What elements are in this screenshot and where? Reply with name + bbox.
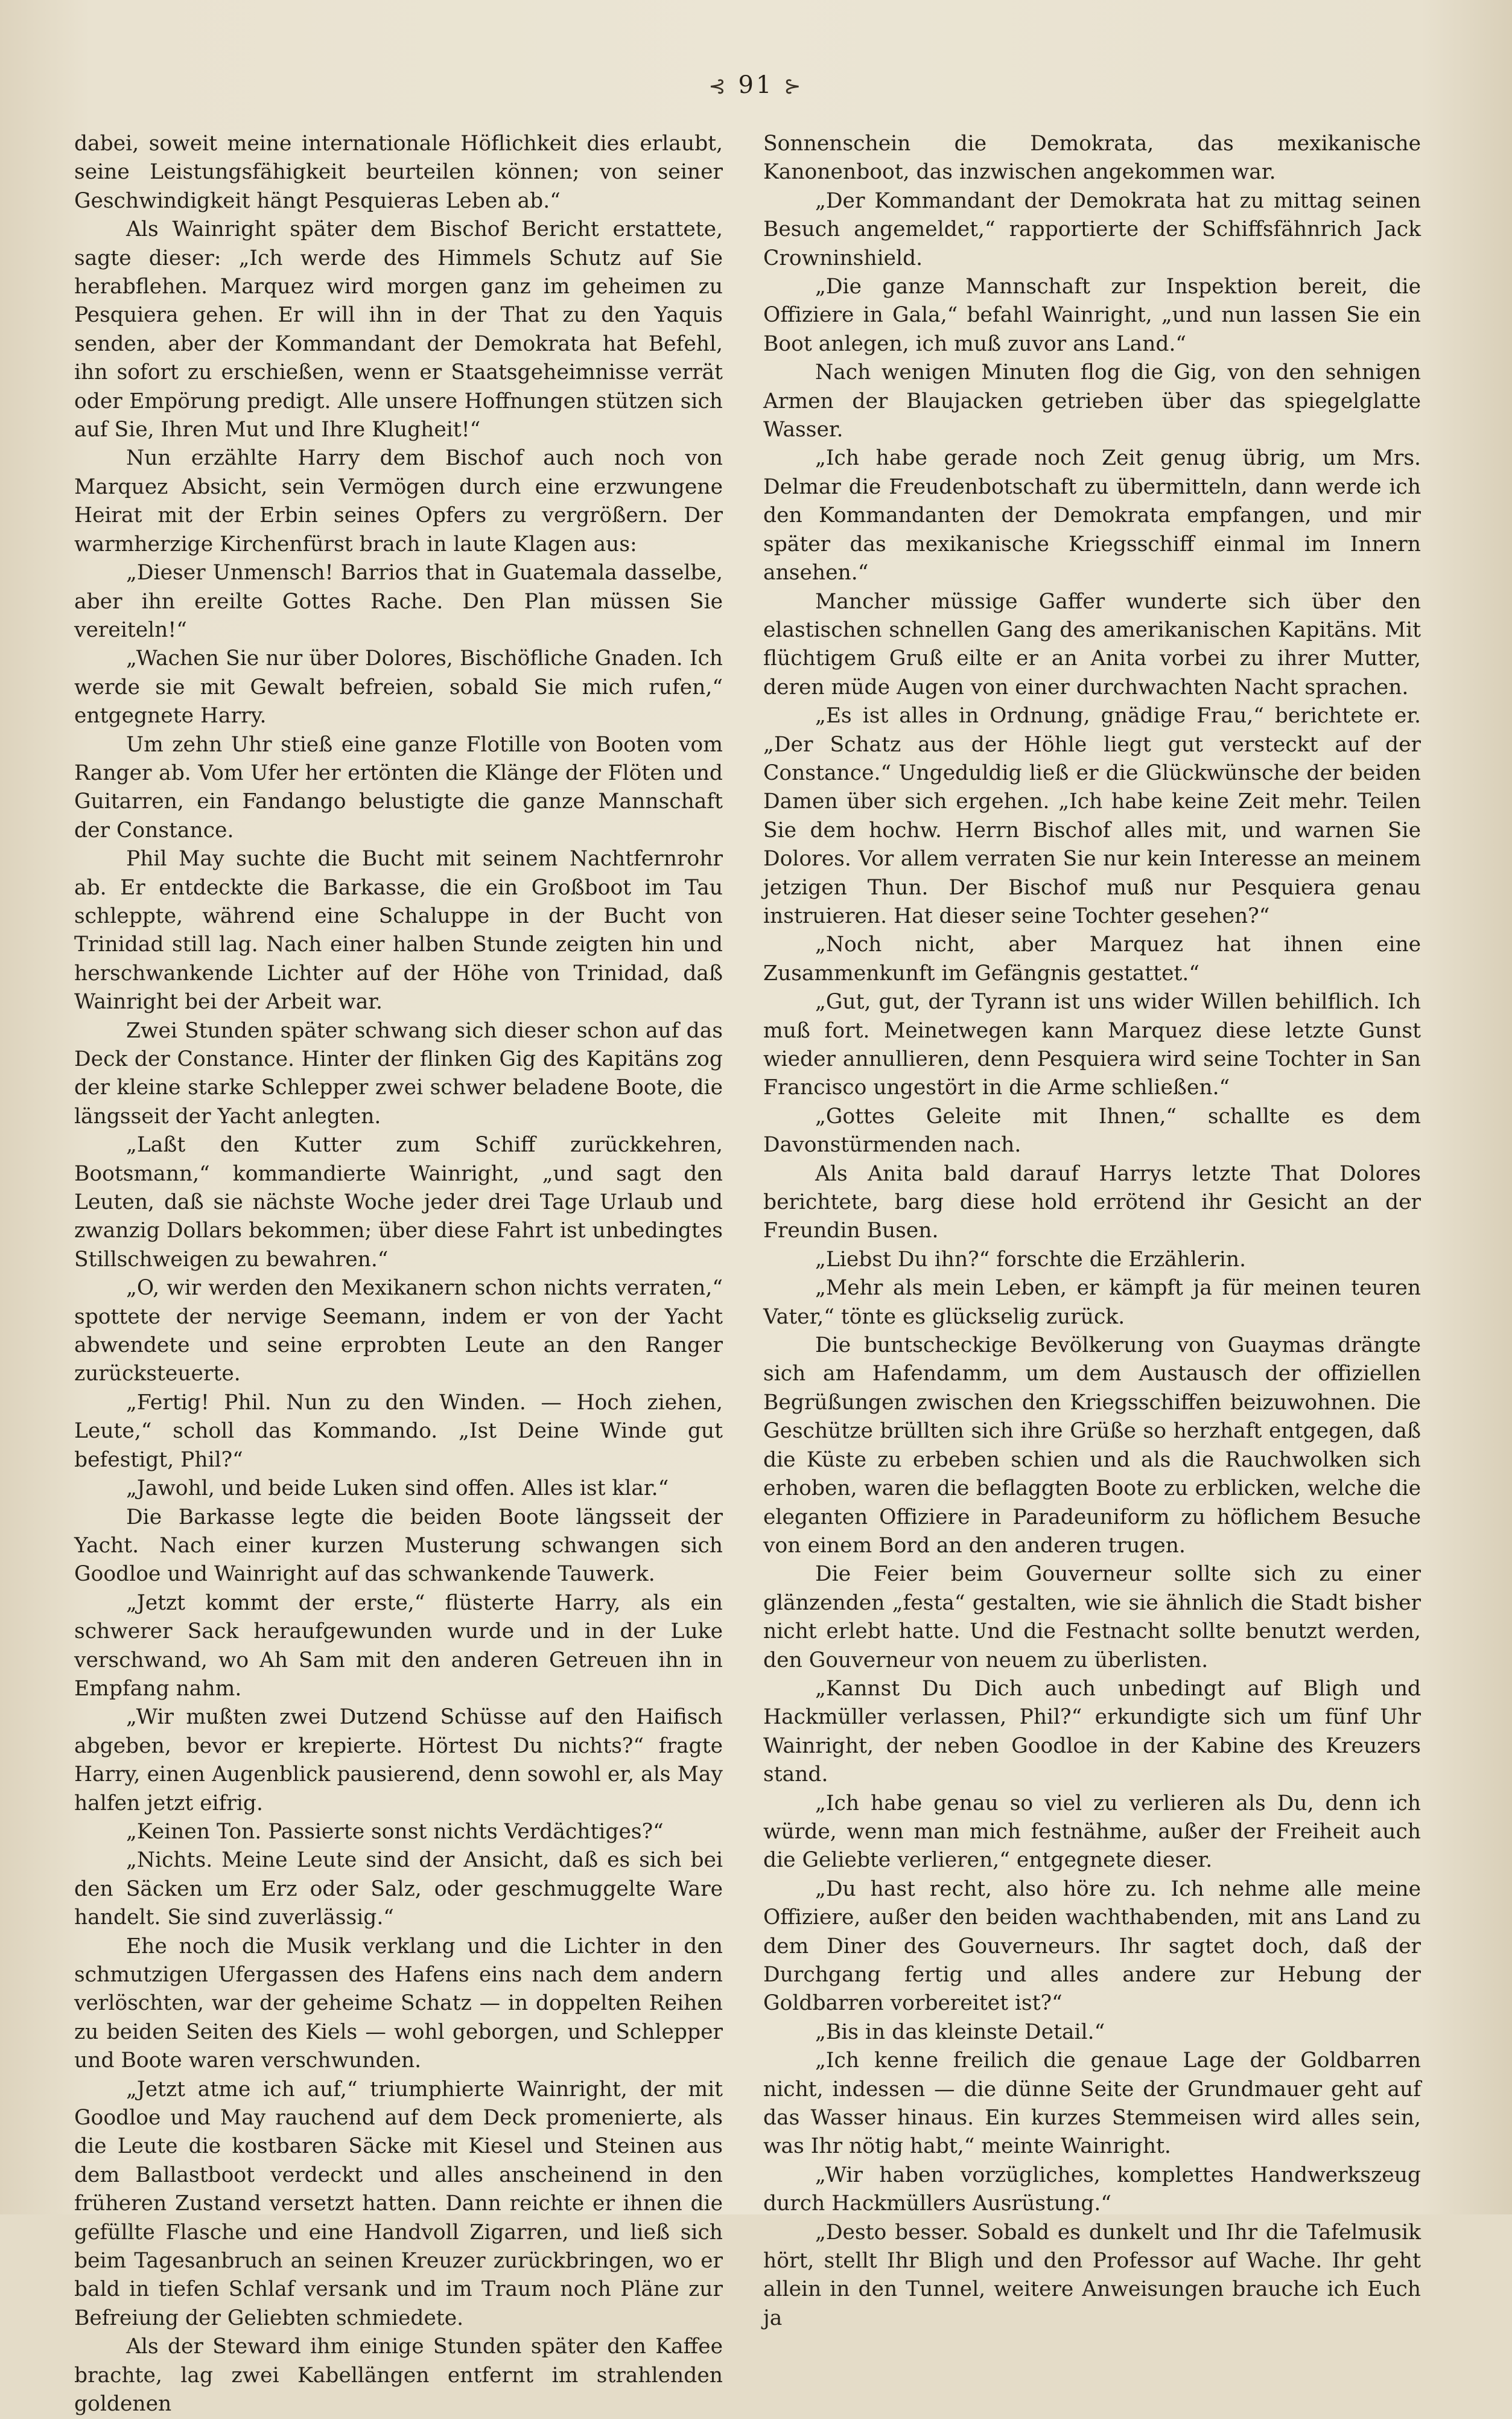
paragraph: „Keinen Ton. Passierte sonst nichts Verdächtiges?“ [126, 1819, 664, 1844]
paragraph: Sonnenschein die Demokrata, das mexikanische Kanonenboot, das inzwischen angekommen war. [763, 132, 1421, 185]
paragraph: „Liebst Du ihn?“ forschte die Erzählerin. [815, 1247, 1247, 1272]
paragraph: „Fertig! Phil. Nun zu den Winden. — Hoch ziehen, Leute,“ scholl das Kommando. „Ist Deine Winde gut befestigt, Phil?“ [74, 1390, 723, 1472]
paragraph: „Du hast recht, also höre zu. Ich nehme alle meine Offiziere, außer den beiden wachthabenden, mit ans Land zu dem Diner des Gouverneurs. Ihr sagtet doch, daß der Durchgang fertig und alles andere zur Hebung der Goldbarren vorbereitet ist?“ [763, 1876, 1421, 2016]
paragraph: Als Anita bald darauf Harrys letzte That Dolores berichtete, barg diese hold errötend ihr Gesicht an der Freundin Busen. [763, 1161, 1421, 1243]
ornament-left-icon: ⊰ [708, 74, 728, 98]
paragraph: dabei, soweit meine internationale Höflichkeit dies erlaubt, seine Leistungsfähigkeit beurteilen können; von seiner Geschwindigkeit hängt Pesquieras Leben ab.“ [74, 132, 723, 213]
paragraph: Nach wenigen Minuten flog die Gig, von den sehnigen Armen der Blaujacken getrieben über das spiegelglatte Wasser. [763, 360, 1421, 442]
paragraph: „Noch nicht, aber Marquez hat ihnen eine Zusammenkunft im Gefängnis gestattet.“ [763, 932, 1421, 986]
page-header [0, 71, 1512, 99]
paragraph: „Gottes Geleite mit Ihnen,“ schallte es dem Davonstürmenden nach. [763, 1104, 1421, 1158]
paragraph: Um zehn Uhr stieß eine ganze Flotille von Booten vom Ranger ab. Vom Ufer her ertönten die Klänge der Flöten und Guitarren, ein Fandango belustigte die ganze Mannschaft der Constance. [74, 732, 723, 843]
left-column [74, 130, 723, 2417]
paragraph: Phil May suchte die Bucht mit seinem Nachtfernrohr ab. Er entdeckte die Barkasse, die ein Großboot im Tau schleppte, während eine Schaluppe in der Bucht von Trinidad still lag. Nach einer halben Stunde zeigten hin und herschwankende Lichter auf der Höhe von Trinidad, daß Wainright bei der Arbeit war. [74, 847, 723, 1015]
paragraph: „Mehr als mein Leben, er kämpft ja für meinen teuren Vater,“ tönte es glückselig zurück. [763, 1276, 1421, 1329]
paragraph: Zwei Stunden später schwang sich dieser schon auf das Deck der Constance. Hinter der flinken Gig des Kapitäns zog der kleine starke Schlepper zwei schwer beladene Boote, die längsseit der Yacht anlegten. [74, 1018, 723, 1129]
paragraph: „Jetzt atme ich auf,“ triumphierte Wainright, der mit Goodloe und May rauchend auf dem Deck promenierte, als die Leute die kostbaren Säcke mit Kiesel und Steinen aus dem Ballastboot verdeckt und alles anscheinend in den früheren Zustand versetzt hatten. Dann reichte er ihnen die gefüllte Flasche und eine Handvoll Zigarren, und ließ sich beim Tagesanbruch an seinen Kreuzer zurückbringen, wo er bald in tiefen Schlaf versank und im Traum noch Pläne zur Befreiung der Geliebten schmiedete. [74, 2077, 723, 2330]
paragraph: Als der Steward ihm einige Stunden später den Kaffee brachte, lag zwei Kabellängen entfernt im strahlenden goldenen [74, 2335, 723, 2417]
right-column [763, 130, 1421, 2330]
paragraph: „Gut, gut, der Tyrann ist uns wider Willen behilflich. Ich muß fort. Meinetwegen kann Marquez diese letzte Gunst wieder annullieren, denn Pesquiera wird seine Tochter in San Francisco ungestört in die Arme schließen.“ [763, 990, 1421, 1100]
paragraph: „Jawohl, und beide Luken sind offen. Alles ist klar.“ [126, 1476, 669, 1501]
paragraph: „Desto besser. Sobald es dunkelt und Ihr die Tafelmusik hört, stellt Ihr Bligh und den Professor auf Wache. Ihr geht allein in den Tunnel, weitere Anweisungen brauche ich Euch ja [763, 2220, 1421, 2330]
paragraph: Ehe noch die Musik verklang und die Lichter in den schmutzigen Ufergassen des Hafens eins nach dem andern verlöschten, war der geheime Schatz — in doppelten Reihen zu beiden Seiten des Kiels — wohl geborgen, und Schlepper und Boote waren verschwunden. [74, 1934, 723, 2073]
paragraph: „Wir haben vorzügliches, komplettes Handwerkszeug durch Hackmüllers Ausrüstung.“ [763, 2162, 1421, 2216]
paragraph: „Wir mußten zwei Dutzend Schüsse auf den Haifisch abgeben, bevor er krepierte. Hörtest Du nichts?“ fragte Harry, einen Augenblick pausierend, denn sowohl er, als May halfen jetzt eifrig. [74, 1705, 723, 1815]
paragraph: „Ich habe gerade noch Zeit genug übrig, um Mrs. Delmar die Freudenbotschaft zu übermitteln, dann werde ich den Kommandanten der Demokrata empfangen, und mir später das mexikanische Kriegsschiff einmal im Innern ansehen.“ [763, 446, 1421, 585]
paragraph: „Jetzt kommt der erste,“ flüsterte Harry, als ein schwerer Sack heraufgewunden wurde und in der Luke verschwand, wo Ah Sam mit den anderen Getreuen ihn in Empfang nahm. [74, 1590, 723, 1701]
ornament-right-icon: ⊱ [784, 74, 804, 98]
paragraph: „Ich kenne freilich die genaue Lage der Goldbarren nicht, indessen — die dünne Seite der Grundmauer geht auf das Wasser hinaus. Ein kurzes Stemmeisen wird alles sein, was Ihr nötig habt,“ meinte Wainright. [763, 2048, 1421, 2159]
paragraph: Die buntscheckige Bevölkerung von Guaymas drängte sich am Hafendamm, um dem Austausch der offiziellen Begrüßungen zwischen den Kriegsschiffen beizuwohnen. Die Geschütze brüllten sich ihre Grüße so herzhaft entgegen, daß die Küste zu erbeben schien und als die Rauchwolken sich erhoben, waren die beflaggten Boote zu erblicken, welche die eleganten Offiziere in Paradeuniform zu höflichem Besuche von einem Bord an den anderen trugen. [763, 1333, 1421, 1558]
page-number: 91 [738, 71, 774, 99]
paragraph: „Die ganze Mannschaft zur Inspektion bereit, die Offiziere in Gala,“ befahl Wainright, „und nun lassen Sie ein Boot anlegen, ich muß zuvor ans Land.“ [763, 275, 1421, 356]
paragraph: „Kannst Du Dich auch unbedingt auf Bligh und Hackmüller verlassen, Phil?“ erkundigte sich um fünf Uhr Wainright, der neben Goodloe in der Kabine des Kreuzers stand. [763, 1676, 1421, 1787]
paragraph: „Der Kommandant der Demokrata hat zu mittag seinen Besuch angemeldet,“ rapportierte der Schiffsfähnrich Jack Crowninshield. [763, 188, 1421, 270]
paragraph: „Es ist alles in Ordnung, gnädige Frau,“ berichtete er. „Der Schatz aus der Höhle liegt gut versteckt auf der Constance.“ Ungeduldig ließ er die Glückwünsche der beiden Damen über sich ergehen. „Ich habe keine Zeit mehr. Teilen Sie dem hochw. Herrn Bischof alles mit, und warnen Sie Dolores. Vor allem verraten Sie nur kein Interesse an meinem jetzigen Thun. Der Bischof muß nur Pesquiera genau instruieren. Hat dieser seine Tochter gesehen?“ [763, 704, 1421, 928]
paragraph: „Dieser Unmensch! Barrios that in Guatemala dasselbe, aber ihn ereilte Gottes Rache. Den Plan müssen Sie vereiteln!“ [74, 561, 723, 642]
paragraph: Mancher müssige Gaffer wunderte sich über den elastischen schnellen Gang des amerikanischen Kapitäns. Mit flüchtigem Gruß eilte er an Anita vorbei zu ihrer Mutter, deren müde Augen von einer durchwachten Nacht sprachen. [763, 589, 1421, 700]
paragraph: „Nichts. Meine Leute sind der Ansicht, daß es sich bei den Säcken um Erz oder Salz, oder geschmuggelte Ware handelt. Sie sind zuverlässig.“ [74, 1848, 723, 1930]
paragraph: „Bis in das kleinste Detail.“ [815, 2019, 1105, 2044]
paragraph: „O, wir werden den Mexikanern schon nichts verraten,“ spottete der nervige Seemann, indem er von der Yacht abwendete und seine erprobten Leute an den Ranger zurücksteuerte. [74, 1276, 723, 1386]
paragraph: Nun erzählte Harry dem Bischof auch noch von Marquez Absicht, sein Vermögen durch eine erzwungene Heirat mit der Erbin seines Opfers zu vergrößern. Der warmherzige Kirchenfürst brach in laute Klagen aus: [74, 446, 723, 556]
paragraph: Die Barkasse legte die beiden Boote längsseit der Yacht. Nach einer kurzen Musterung schwangen sich Goodloe und Wainright auf das schwankende Tauwerk. [74, 1505, 723, 1587]
paragraph: „Laßt den Kutter zum Schiff zurückkehren, Bootsmann,“ kommandierte Wainright, „und sagt den Leuten, daß sie nächste Woche jeder drei Tage Urlaub und zwanzig Dollars bekommen; über diese Fahrt ist unbedingtes Stillschweigen zu bewahren.“ [74, 1133, 723, 1272]
paragraph: „Ich habe genau so viel zu verlieren als Du, denn ich würde, wenn man mich festnähme, außer der Freiheit auch die Geliebte verlieren,“ entgegnete dieser. [763, 1791, 1421, 1873]
paragraph: „Wachen Sie nur über Dolores, Bischöfliche Gnaden. Ich werde sie mit Gewalt befreien, sobald Sie mich rufen,“ entgegnete Harry. [74, 646, 723, 728]
paragraph: Die Feier beim Gouverneur sollte sich zu einer glänzenden „festa“ gestalten, wie sie ähnlich die Stadt bisher nicht erlebt hatte. Und die Festnacht sollte benutzt werden, den Gouverneur von neuem zu überlisten. [763, 1562, 1421, 1672]
paragraph: Als Wainright später dem Bischof Bericht erstattete, sagte dieser: „Ich werde des Himmels Schutz auf Sie herabflehen. Marquez wird morgen ganz im geheimen zu Pesquiera gehen. Er will ihn in der That zu den Yaquis senden, aber der Kommandant der Demokrata hat Befehl, ihn sofort zu erschießen, wenn er Staatsgeheimnisse verrät oder Empörung predigt. Alle unsere Hoffnungen stützen sich auf Sie, Ihren Mut und Ihre Klugheit!“ [74, 217, 723, 442]
